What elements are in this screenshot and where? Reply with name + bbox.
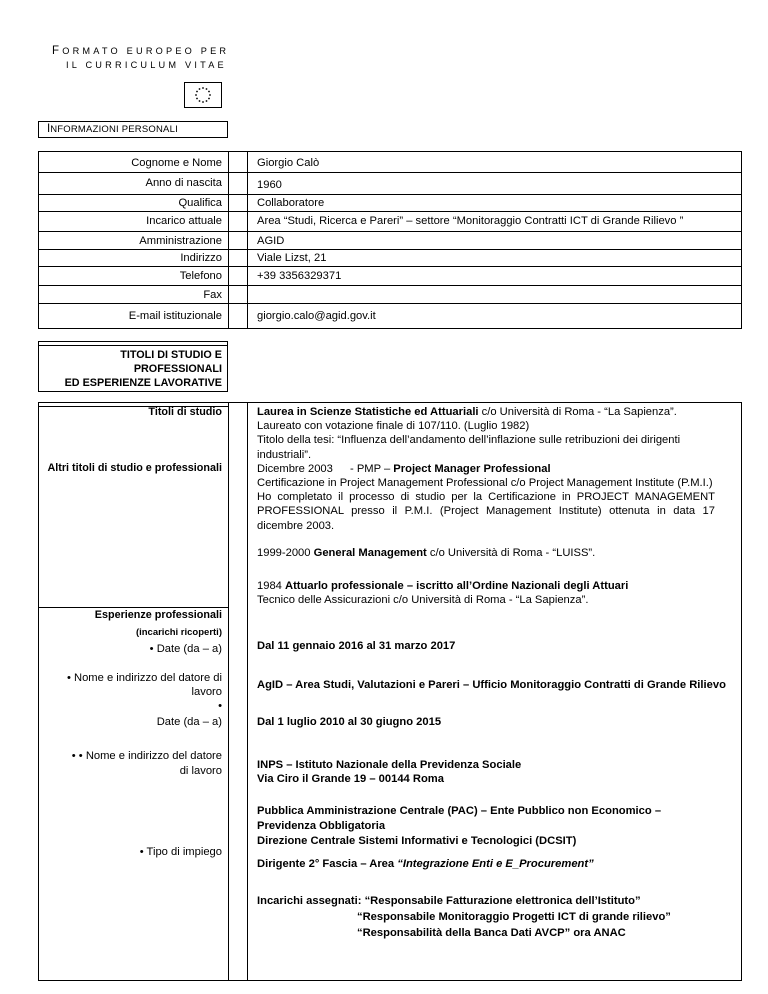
value-address: Viale Lizst, 21 xyxy=(257,252,327,264)
label-roles-held: (incarichi ricoperti) xyxy=(135,627,222,638)
assignments-block xyxy=(257,893,671,941)
value-administration: AGID xyxy=(257,235,285,247)
education-block xyxy=(257,405,733,533)
label-fax: Fax xyxy=(203,289,222,301)
assignment-2: “Responsabile Monitoraggio Progetti ICT di grande rilievo” xyxy=(357,911,671,923)
label-email: E-mail istituzionale xyxy=(128,310,222,322)
label-date-1: • Date (da – a) xyxy=(149,643,222,655)
label-name: Cognome e Nome xyxy=(131,157,222,169)
assignments-label: Incarichi assegnati: xyxy=(257,895,365,907)
section-titles-line3: ED ESPERIENZE LAVORATIVE xyxy=(64,377,222,389)
value-name: Giorgio Calò xyxy=(257,157,320,169)
experience-2-date: Dal 1 luglio 2010 al 30 giugno 2015 xyxy=(257,716,442,728)
sector-line1: Pubblica Amministrazione Centrale (PAC) – Ente Pubblico non Economico – xyxy=(257,805,662,817)
value-qualification: Collaboratore xyxy=(257,197,325,209)
inps-address: Via Ciro il Grande 19 – 00144 Roma xyxy=(257,773,444,785)
experience-2-employer xyxy=(257,758,521,786)
label-education: Titoli di studio xyxy=(148,406,222,418)
pmp-dash: - PMP – xyxy=(346,462,394,475)
sector-line3: Direzione Centrale Sistemi Informativi e Tecnologici (DCSIT) xyxy=(257,835,577,847)
actuary-title: Attuarlo professionale – iscritto all’Ordine Nazionali degli Attuari xyxy=(285,580,629,592)
experience-1-employer: AgID – Area Studi, Valutazioni e Pareri – Ufficio Monitoraggio Contratti di Grande Rilievo xyxy=(257,679,726,691)
value-phone: +39 3356329371 xyxy=(257,270,342,282)
label-employer-1a: • Nome e indirizzo del datore di xyxy=(66,672,222,684)
sector-block xyxy=(257,804,661,849)
label-date-2: Date (da – a) xyxy=(156,716,222,728)
sector-line2: Previdenza Obbligatoria xyxy=(257,820,386,832)
label-bullet: • xyxy=(218,700,222,712)
actuary-entry xyxy=(257,579,628,607)
actuary-year: 1984 xyxy=(257,580,285,592)
label-birth-year: Anno di nascita xyxy=(145,177,222,189)
label-employer-2b: di lavoro xyxy=(179,765,222,777)
label-employer-2a: • • Nome e indirizzo del datore xyxy=(71,750,222,762)
gm-university: c/o Università di Roma - “LUISS”. xyxy=(426,547,596,559)
gm-year: 1999-2000 xyxy=(257,547,314,559)
pmp-date: Dicembre 2003 xyxy=(257,462,333,475)
assignment-1: “Responsabile Fatturazione elettronica dell’Istituto” xyxy=(364,895,641,907)
degree-thesis: Titolo della tesi: “Influenza dell’andamento dell’inflazione sulle retribuzioni dei dirigenti xyxy=(257,434,681,447)
eu-flag-icon xyxy=(184,82,222,108)
pmp-certification: Certificazione in Project Management Professional c/o Project Management Institute (P.M.I.) xyxy=(257,477,713,490)
section-titles-line1: TITOLI DI STUDIO E xyxy=(120,349,222,361)
label-current-role: Incarico attuale xyxy=(146,215,222,227)
inps-name: INPS – Istituto Nazionale della Previdenza Sociale xyxy=(257,759,522,771)
value-current-role: Area “Studi, Ricerca e Pareri” – settore “Monitoraggio Contratti ICT di Grande Rilievo ” xyxy=(257,215,684,227)
label-qualification: Qualifica xyxy=(178,197,222,209)
degree-thesis-end: industriali”. xyxy=(257,448,312,461)
degree-university: c/o Università di Roma - “La Sapienza”. xyxy=(478,406,677,418)
value-birth-year: 1960 xyxy=(257,179,282,191)
label-administration: Amministrazione xyxy=(139,235,222,247)
label-other-titles: Altri titoli di studio e professionali xyxy=(47,462,222,474)
section-titles-line2: PROFESSIONALI xyxy=(133,363,222,375)
label-address: Indirizzo xyxy=(180,252,222,264)
cv-format-title-line2: IL CURRICULUM VITAE xyxy=(66,60,227,70)
assignment-3: “Responsabilità della Banca Dati AVCP” ora ANAC xyxy=(357,927,626,939)
experience-1-date: Dal 11 gennaio 2016 al 31 marzo 2017 xyxy=(257,640,456,652)
job-type-value xyxy=(257,858,594,870)
gm-title: General Management xyxy=(313,547,427,559)
label-job-type: • Tipo di impiego xyxy=(139,846,222,858)
value-email: giorgio.calo@agid.gov.it xyxy=(257,310,376,322)
actuary-detail: Tecnico delle Assicurazioni c/o Università di Roma - “La Sapienza”. xyxy=(257,594,589,606)
job-area: “Integrazione Enti e E_Procurement” xyxy=(397,858,594,870)
general-management-entry xyxy=(257,547,595,559)
cv-format-title-line1: FORMATO EUROPEO PER xyxy=(52,45,230,57)
label-phone: Telefono xyxy=(179,270,222,282)
label-professional-experience: Esperienze professionali xyxy=(94,609,222,621)
pmp-title: Project Manager Professional xyxy=(393,462,551,475)
degree-title: Laurea in Scienze Statistiche ed Attuariali xyxy=(257,406,479,418)
section-personal-header: INFORMAZIONI PERSONALI xyxy=(38,121,228,138)
degree-grade: Laureato con votazione finale di 107/110. (Luglio 1982) xyxy=(257,420,530,433)
label-employer-1b: lavoro xyxy=(191,686,222,698)
pmp-paragraph: Ho completato il processo di studio per la Certificazione in PROJECT MANAGEMENT PROFESSIONAL presso il P.M.I. (Project Management Institute) ottenuta in data 17 dicembre 2003. xyxy=(257,491,715,532)
job-role: Dirigente 2° Fascia – Area xyxy=(257,858,398,870)
